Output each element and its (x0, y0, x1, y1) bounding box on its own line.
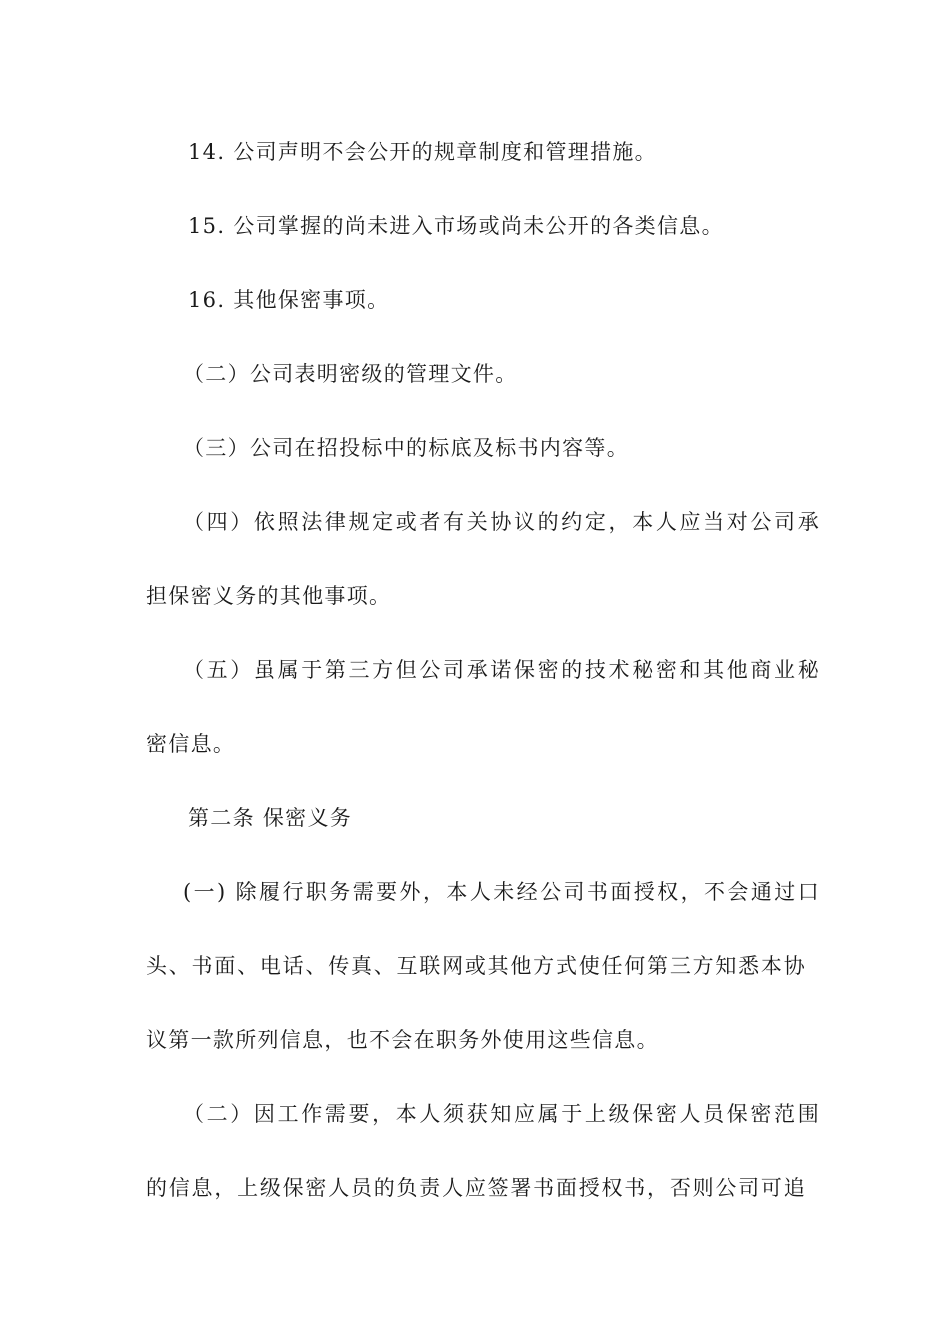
paragraph-duty-2-line-2: 的信息，上级保密人员的负责人应签署书面授权书，否则公司可追 (146, 1176, 806, 1200)
paragraph-item-14: 14. 公司声明不会公开的规章制度和管理措施。 (188, 140, 657, 164)
paragraph-duty-1-line-2: 头、书面、电话、传真、互联网或其他方式使任何第三方知悉本协 (146, 954, 806, 978)
paragraph-section-4-line-2: 担保密义务的其他事项。 (146, 584, 392, 608)
paragraph-item-16: 16. 其他保密事项。 (188, 288, 390, 312)
paragraph-duty-2-line-1: （二）因工作需要，本人须获知应属于上级保密人员保密范围 (183, 1102, 820, 1126)
paragraph-section-5-line-1: （五）虽属于第三方但公司承诺保密的技术秘密和其他商业秘 (183, 658, 820, 682)
paragraph-duty-1-line-3: 议第一款所列信息，也不会在职务外使用这些信息。 (146, 1028, 659, 1052)
paragraph-item-15: 15. 公司掌握的尚未进入市场或尚未公开的各类信息。 (188, 214, 724, 238)
paragraph-duty-1-line-1: (一) 除履行职务需要外，本人未经公司书面授权，不会通过口 (183, 880, 820, 904)
paragraph-section-3: （三）公司在招投标中的标底及标书内容等。 (183, 436, 629, 460)
paragraph-section-5-line-2: 密信息。 (146, 732, 236, 756)
article-heading: 第二条 保密义务 (188, 806, 353, 830)
paragraph-section-2: （二）公司表明密级的管理文件。 (183, 362, 518, 386)
paragraph-section-4-line-1: （四）依照法律规定或者有关协议的约定，本人应当对公司承 (183, 510, 820, 534)
